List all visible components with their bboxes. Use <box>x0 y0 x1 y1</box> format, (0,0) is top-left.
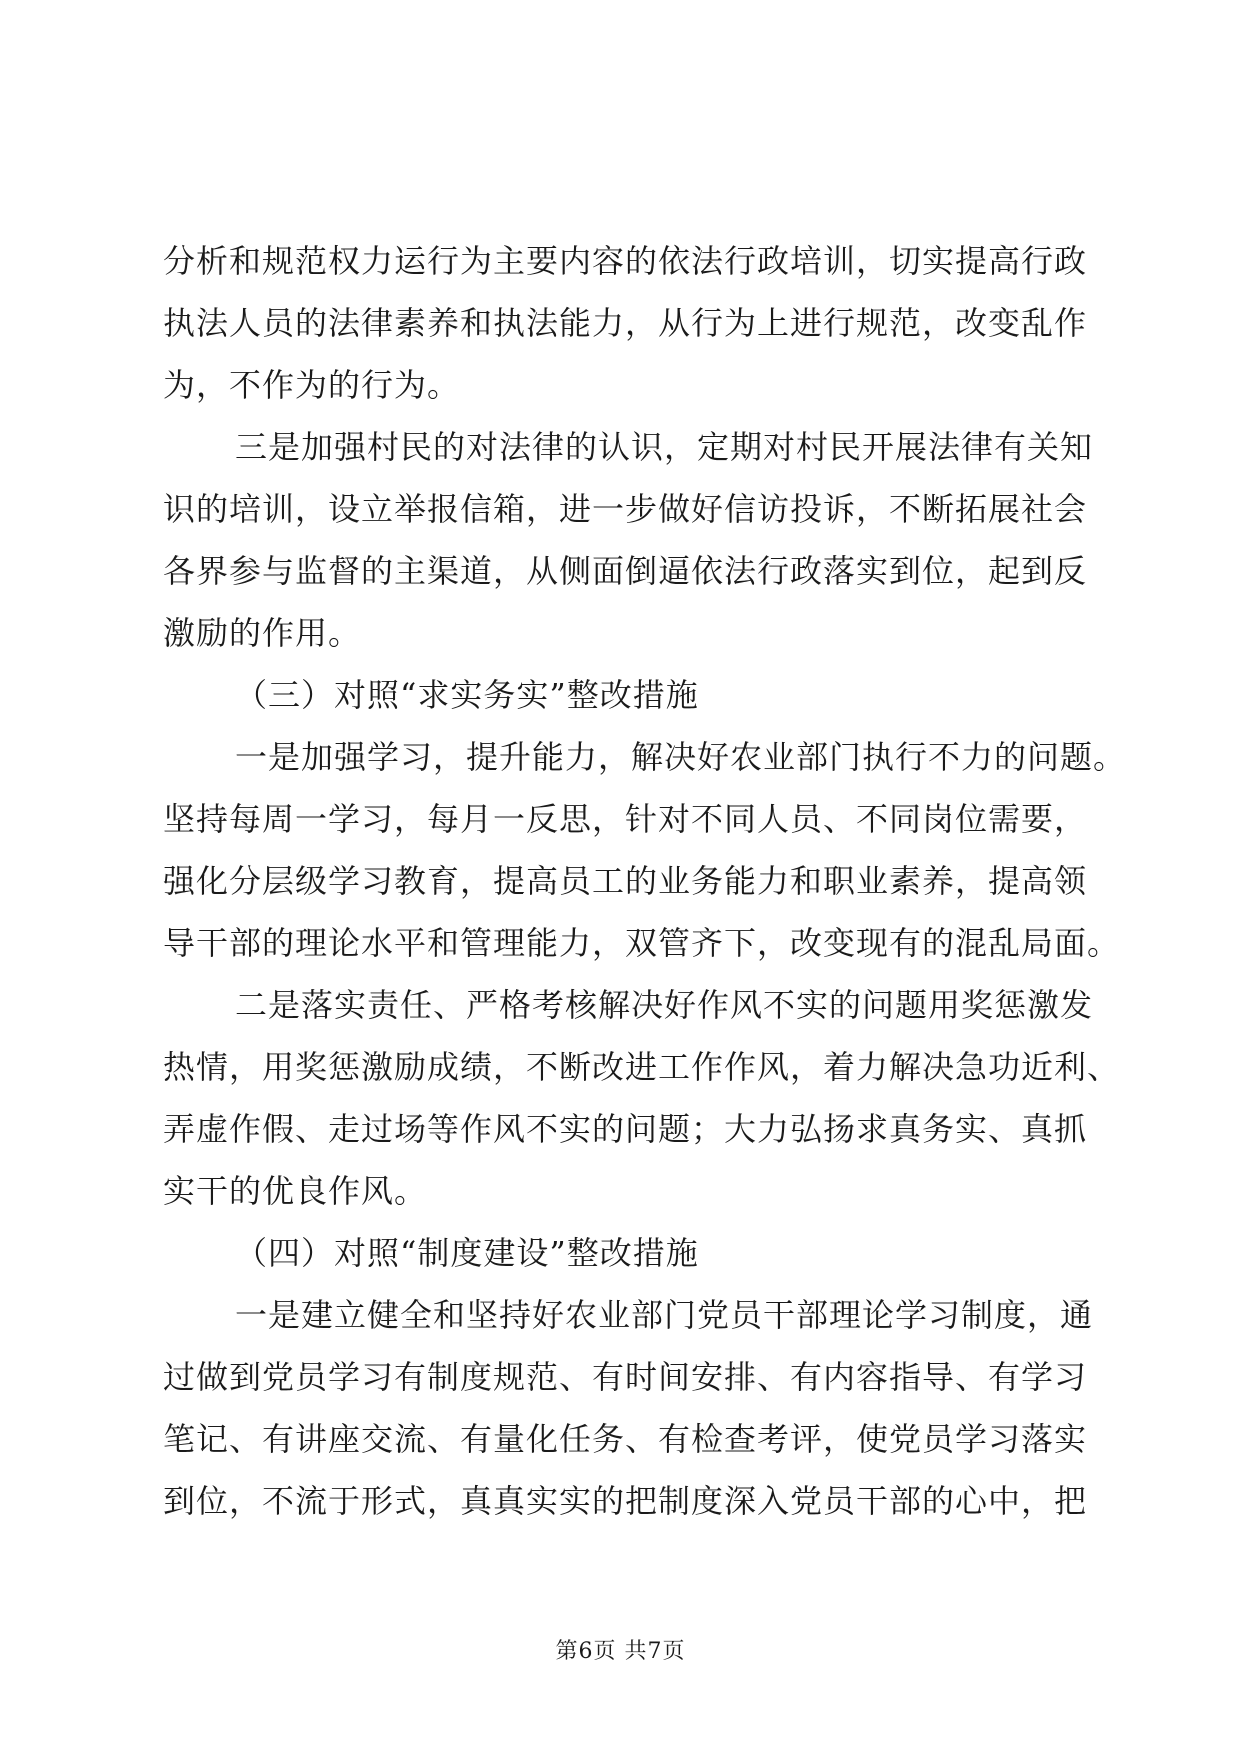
body-text-line: 热情，用奖惩激励成绩，不断改进工作作风，着力解决急功近利、 <box>163 1048 1121 1086</box>
body-text-line: 分析和规范权力运行为主要内容的依法行政培训，切实提高行政 <box>163 242 1088 280</box>
body-text-line: 识的培训，设立举报信箱，进一步做好信访投诉，不断拓展社会 <box>163 490 1088 528</box>
paragraph-first-line: 一是加强学习，提升能力，解决好农业部门执行不力的问题。 <box>235 738 1127 776</box>
body-text-line: 笔记、有讲座交流、有量化任务、有检查考评，使党员学习落实 <box>163 1420 1088 1458</box>
body-text-line: 各界参与监督的主渠道，从侧面倒逼依法行政落实到位，起到反 <box>163 552 1088 590</box>
paragraph-first-line: 三是加强村民的对法律的认识，定期对村民开展法律有关知 <box>235 428 1094 466</box>
body-text-line: 坚持每周一学习，每月一反思，针对不同人员、不同岗位需要， <box>163 800 1088 838</box>
paragraph-first-line: 一是建立健全和坚持好农业部门党员干部理论学习制度，通 <box>235 1296 1094 1334</box>
body-text-line: 弄虚作假、走过场等作风不实的问题；大力弘扬求真务实、真抓 <box>163 1110 1088 1148</box>
page-number-footer: 第6页 共7页 <box>555 1639 686 1664</box>
body-text-line: 过做到党员学习有制度规范、有时间安排、有内容指导、有学习 <box>163 1358 1088 1396</box>
body-text-line: 为，不作为的行为。 <box>163 366 461 404</box>
paragraph-first-line: 二是落实责任、严格考核解决好作风不实的问题用奖惩激发 <box>235 986 1094 1024</box>
document-body <box>163 230 1127 1532</box>
body-text-line: 到位，不流于形式，真真实实的把制度深入党员干部的心中，把 <box>163 1482 1088 1520</box>
section-heading: （四）对照“制度建设”整改措施 <box>235 1234 699 1272</box>
body-text-line: 执法人员的法律素养和执法能力，从行为上进行规范，改变乱作 <box>163 304 1088 342</box>
body-text-line: 激励的作用。 <box>163 614 362 652</box>
body-text-line: 强化分层级学习教育，提高员工的业务能力和职业素养，提高领 <box>163 862 1088 900</box>
body-text-line: 实干的优良作风。 <box>163 1172 428 1210</box>
body-text-line: 导干部的理论水平和管理能力，双管齐下，改变现有的混乱局面。 <box>163 924 1121 962</box>
section-heading: （三）对照“求实务实”整改措施 <box>235 676 699 714</box>
